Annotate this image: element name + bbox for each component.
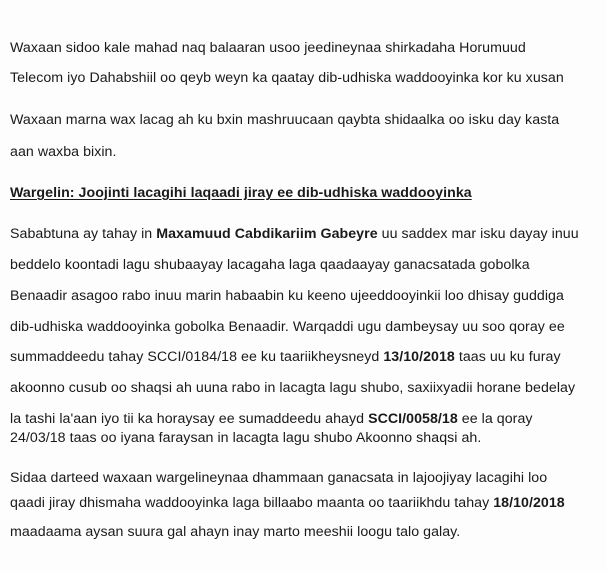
paragraph-3-line-1-text-a: Sababtuna ay tahay in — [10, 226, 157, 242]
date-18-10-2018: 18/10/2018 — [493, 495, 565, 511]
paragraph-3-line-4: dib-udhiska waddooyinka gobolka Benaadir. Warqaddi ugu dambeysay uu soo qoray ee — [10, 319, 565, 335]
paragraph-4-line-3: maadaama aysan suura gal ahayn inay marto meeshii loogu talo galay. — [10, 524, 461, 540]
person-name: Maxamuud Cabdikariim Gabeyre — [156, 226, 378, 242]
paragraph-3-line-7 — [10, 410, 533, 428]
paragraph-1-line-2: Telecom iyo Dahabshiil oo qeyb weyn ka qaatay dib-udhiska waddooyinka kor ku xusan — [10, 70, 564, 86]
paragraph-4-line-1: Sidaa darteed waxaan wargelineynaa dhammaan ganacsata in lajoojiyay lacagihi loo — [10, 470, 548, 486]
paragraph-3-line-6: akoonno cusub oo shaqsi ah uuna rabo in lacagta lagu shubo, saxiixyadii horane bedelay — [10, 380, 576, 396]
paragraph-2-line-1: Waxaan marna wax lacag ah ku bxin mashruucaan qaybta shidaalka oo isku day kasta — [10, 112, 560, 128]
paragraph-3-line-7-text-b: ee la qoray — [457, 411, 533, 427]
paragraph-3-line-7-text-a: la tashi la'aan iyo tii ka horaysay ee sumaddeedu ahayd — [10, 411, 369, 427]
paragraph-2-line-2: aan waxba bixin. — [10, 144, 117, 160]
paragraph-3-line-5-text-a: summaddeedu tahay SCCI/0184/18 ee ku taariikheysneyd — [10, 349, 384, 365]
date-13-10-2018: 13/10/2018 — [383, 349, 455, 365]
paragraph-1-line-1: Waxaan sidoo kale mahad naq balaaran usoo jeedineynaa shirkadaha Horumuud — [10, 40, 526, 56]
paragraph-3-line-5 — [10, 348, 561, 366]
paragraph-4-line-2-text-a: qaadi jiray dhismaha waddooyinka laga billaabo maanta oo taariikhdu tahay — [10, 495, 494, 511]
section-heading: Wargelin: Joojinti lacagihi laqaadi jiray ee dib-udhiska waddooyinka — [10, 185, 472, 201]
paragraph-3-line-1-text-b: uu saddex mar isku dayay inuu — [377, 226, 579, 242]
paragraph-3-line-8: 24/03/18 taas oo iyana faraysan in lacagta lagu shubo Akoonno shaqsi ah. — [10, 430, 482, 446]
paragraph-3-line-2: beddelo koontadi lagu shubaayay lacagaha laga qaadaayay ganacsatada gobolka — [10, 257, 530, 273]
paragraph-3-line-1 — [10, 225, 579, 243]
paragraph-3-line-3: Benaadir asagoo rabo inuu marin habaabin ku keeno ujeeddooyinkii loo dhisay guddiga — [10, 288, 564, 304]
paragraph-4-line-2 — [10, 494, 565, 512]
reference-number: SCCI/0058/18 — [368, 411, 458, 427]
paragraph-3-line-5-text-b: taas uu ku furay — [454, 349, 561, 365]
